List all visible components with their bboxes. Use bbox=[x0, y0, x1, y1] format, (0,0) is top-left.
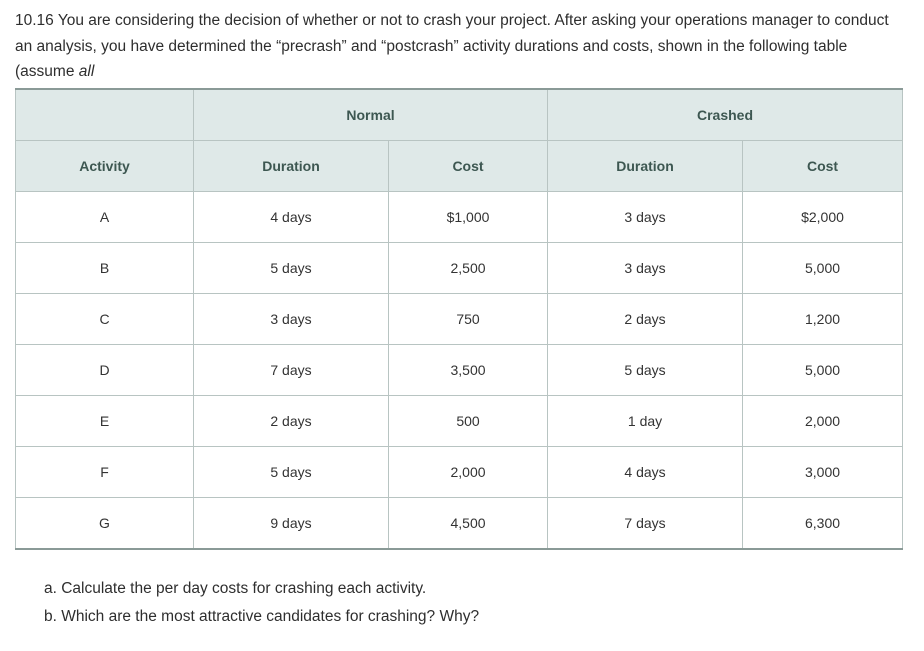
question-a: a. Calculate the per day costs for crashing each activity. bbox=[44, 580, 427, 597]
normal-cost-cell: 750 bbox=[389, 294, 548, 345]
normal-cost-cell: 500 bbox=[389, 396, 548, 447]
crashed-duration-cell: 4 days bbox=[548, 447, 743, 498]
problem-intro-text: 10.16 You are considering the decision of whether or not to crash your project. After asking your operations manager to conduct an analysis, you have determined the “precrash” and “postcrash” activity durations and costs, shown in the following table (assume bbox=[15, 12, 889, 80]
crashed-duration-cell: 3 days bbox=[548, 243, 743, 294]
table-column-header-row bbox=[16, 141, 903, 192]
normal-duration-cell: 5 days bbox=[194, 243, 389, 294]
normal-duration-cell: 5 days bbox=[194, 447, 389, 498]
crashed-cost-cell: 1,200 bbox=[743, 294, 903, 345]
normal-cost-cell: 2,000 bbox=[389, 447, 548, 498]
activity-cost-table bbox=[15, 88, 903, 550]
activity-cell: D bbox=[16, 345, 194, 396]
activity-cell: C bbox=[16, 294, 194, 345]
crashed-duration-cell: 2 days bbox=[548, 294, 743, 345]
activity-cell: B bbox=[16, 243, 194, 294]
crashed-duration-cell: 5 days bbox=[548, 345, 743, 396]
crashed-cost-cell: 3,000 bbox=[743, 447, 903, 498]
crashed-duration-column-header: Duration bbox=[548, 141, 743, 192]
normal-group-header: Normal bbox=[194, 89, 548, 141]
activity-cell: G bbox=[16, 498, 194, 550]
crashed-cost-cell: 6,300 bbox=[743, 498, 903, 550]
normal-duration-cell: 7 days bbox=[194, 345, 389, 396]
question-b: b. Which are the most attractive candidates for crashing? Why? bbox=[44, 608, 480, 625]
crashed-cost-cell: 5,000 bbox=[743, 345, 903, 396]
normal-duration-cell: 3 days bbox=[194, 294, 389, 345]
activity-column-header: Activity bbox=[16, 141, 194, 192]
crashed-group-header: Crashed bbox=[548, 89, 903, 141]
crashed-duration-cell: 1 day bbox=[548, 396, 743, 447]
activity-cell: F bbox=[16, 447, 194, 498]
normal-cost-cell: $1,000 bbox=[389, 192, 548, 243]
crashed-cost-column-header: Cost bbox=[743, 141, 903, 192]
table-row bbox=[16, 243, 903, 294]
table-row bbox=[16, 294, 903, 345]
crashed-cost-cell: $2,000 bbox=[743, 192, 903, 243]
crashed-cost-cell: 2,000 bbox=[743, 396, 903, 447]
problem-intro-emphasis: all bbox=[78, 63, 95, 80]
normal-duration-cell: 9 days bbox=[194, 498, 389, 550]
normal-cost-column-header: Cost bbox=[389, 141, 548, 192]
normal-duration-cell: 2 days bbox=[194, 396, 389, 447]
crashed-duration-cell: 7 days bbox=[548, 498, 743, 550]
normal-duration-column-header: Duration bbox=[194, 141, 389, 192]
question-list bbox=[44, 575, 479, 631]
table-row bbox=[16, 396, 903, 447]
table-row bbox=[16, 447, 903, 498]
normal-cost-cell: 2,500 bbox=[389, 243, 548, 294]
activity-cell: A bbox=[16, 192, 194, 243]
table-row bbox=[16, 192, 903, 243]
normal-cost-cell: 4,500 bbox=[389, 498, 548, 550]
empty-header-cell bbox=[16, 89, 194, 141]
table-row bbox=[16, 345, 903, 396]
table-row bbox=[16, 498, 903, 550]
normal-cost-cell: 3,500 bbox=[389, 345, 548, 396]
crashed-cost-cell: 5,000 bbox=[743, 243, 903, 294]
crashed-duration-cell: 3 days bbox=[548, 192, 743, 243]
activity-cell: E bbox=[16, 396, 194, 447]
normal-duration-cell: 4 days bbox=[194, 192, 389, 243]
table-group-header-row bbox=[16, 89, 903, 141]
